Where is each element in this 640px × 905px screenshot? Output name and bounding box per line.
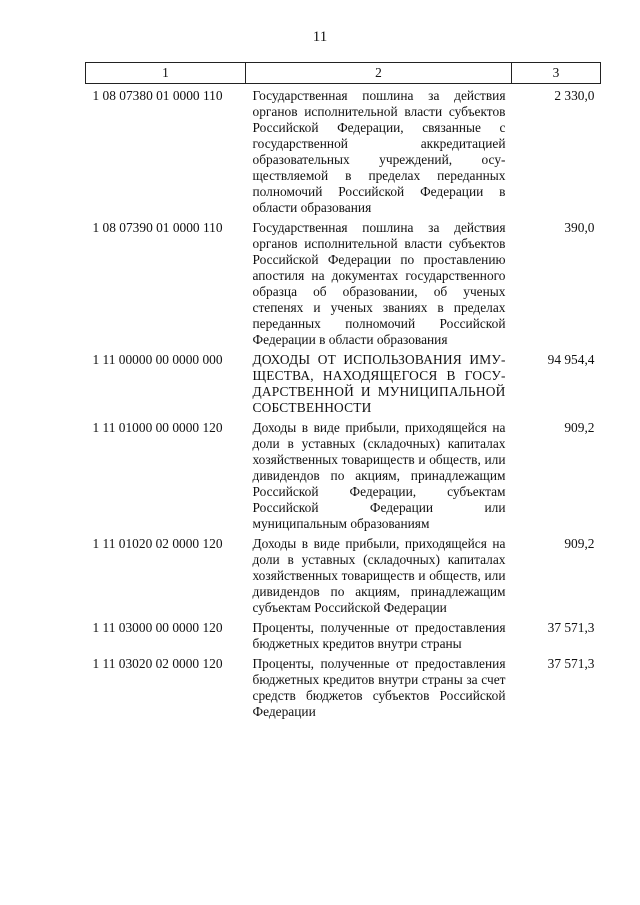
page-number: 11: [312, 29, 328, 45]
table-row: [86, 618, 601, 654]
row-code: 1 11 01000 00 0000 120: [92, 420, 223, 435]
row-amount: 2 330,0: [554, 88, 595, 103]
row-name: Доходы в виде прибыли, приходящейся на доли в уставных (складочных) капиталах хозяйственных товариществ и обществ, или дивидендов по акциям, принадлежащим субъектам Российской Федерации: [252, 536, 506, 615]
table-row: [86, 218, 601, 350]
budget-revenue-table: [85, 62, 601, 722]
row-amount: 909,2: [564, 420, 595, 435]
column-header-name: 2: [246, 63, 512, 84]
table-row: [86, 84, 601, 219]
row-amount: 909,2: [564, 536, 595, 551]
table-body: [86, 84, 601, 723]
row-code: 1 11 03000 00 0000 120: [92, 620, 223, 635]
column-header-amount: 3: [512, 63, 601, 84]
row-code: 1 11 03020 02 0000 120: [92, 656, 223, 671]
header-row: [86, 63, 601, 84]
row-amount: 94 954,4: [547, 352, 595, 367]
row-name: Проценты, полученные от предоставления бюджетных кредитов внутри страны за счет средств бюджетов субъектов Российской Федерации: [252, 656, 506, 719]
row-name: Проценты, полученные от предоставления бюджетных кредитов внутри страны: [252, 620, 506, 651]
row-name: Доходы в виде прибыли, приходящейся на доли в уставных (складочных) капиталах хозяйственных товариществ и обществ, или дивидендов по акциям, принадлежащим Российской Федерации, субъектам Российской Федерации или муниципальным образованиям: [252, 420, 506, 531]
row-name: Государственная пошлина за действия органов исполнительной власти субъектов Российской Федерации по проставлению апостиля на документах государственного образца об образовании, об ученых степенях и ученых званиях в пределах переданных полномочий Российской Федерации в области образования: [252, 220, 506, 347]
table-row: [86, 350, 601, 418]
row-code: 1 08 07390 01 0000 110: [92, 220, 223, 235]
row-amount: 390,0: [564, 220, 595, 235]
row-name: Государственная пошлина за действия органов исполнительной власти субъектов Российской Федерации, связанные с государственной аккредитацией образовательных учреждений, осуществляемой в пределах переданных полномочий Российской Федерации в области образования: [252, 88, 506, 215]
row-code: 1 11 00000 00 0000 000: [92, 352, 223, 367]
column-header-code: 1: [86, 63, 246, 84]
table-row: [86, 534, 601, 618]
table-row: [86, 654, 601, 722]
row-code: 1 08 07380 01 0000 110: [92, 88, 223, 103]
row-code: 1 11 01020 02 0000 120: [92, 536, 223, 551]
row-amount: 37 571,3: [547, 656, 595, 671]
table-header: [86, 63, 601, 84]
row-name: ДОХОДЫ ОТ ИСПОЛЬЗОВАНИЯ ИМУЩЕСТВА, НАХОДЯЩЕГОСЯ В ГОСУДАРСТВЕННОЙ И МУНИЦИПАЛЬНОЙ СОБСТВЕННОСТИ: [252, 352, 506, 415]
table-row: [86, 418, 601, 534]
row-amount: 37 571,3: [547, 620, 595, 635]
